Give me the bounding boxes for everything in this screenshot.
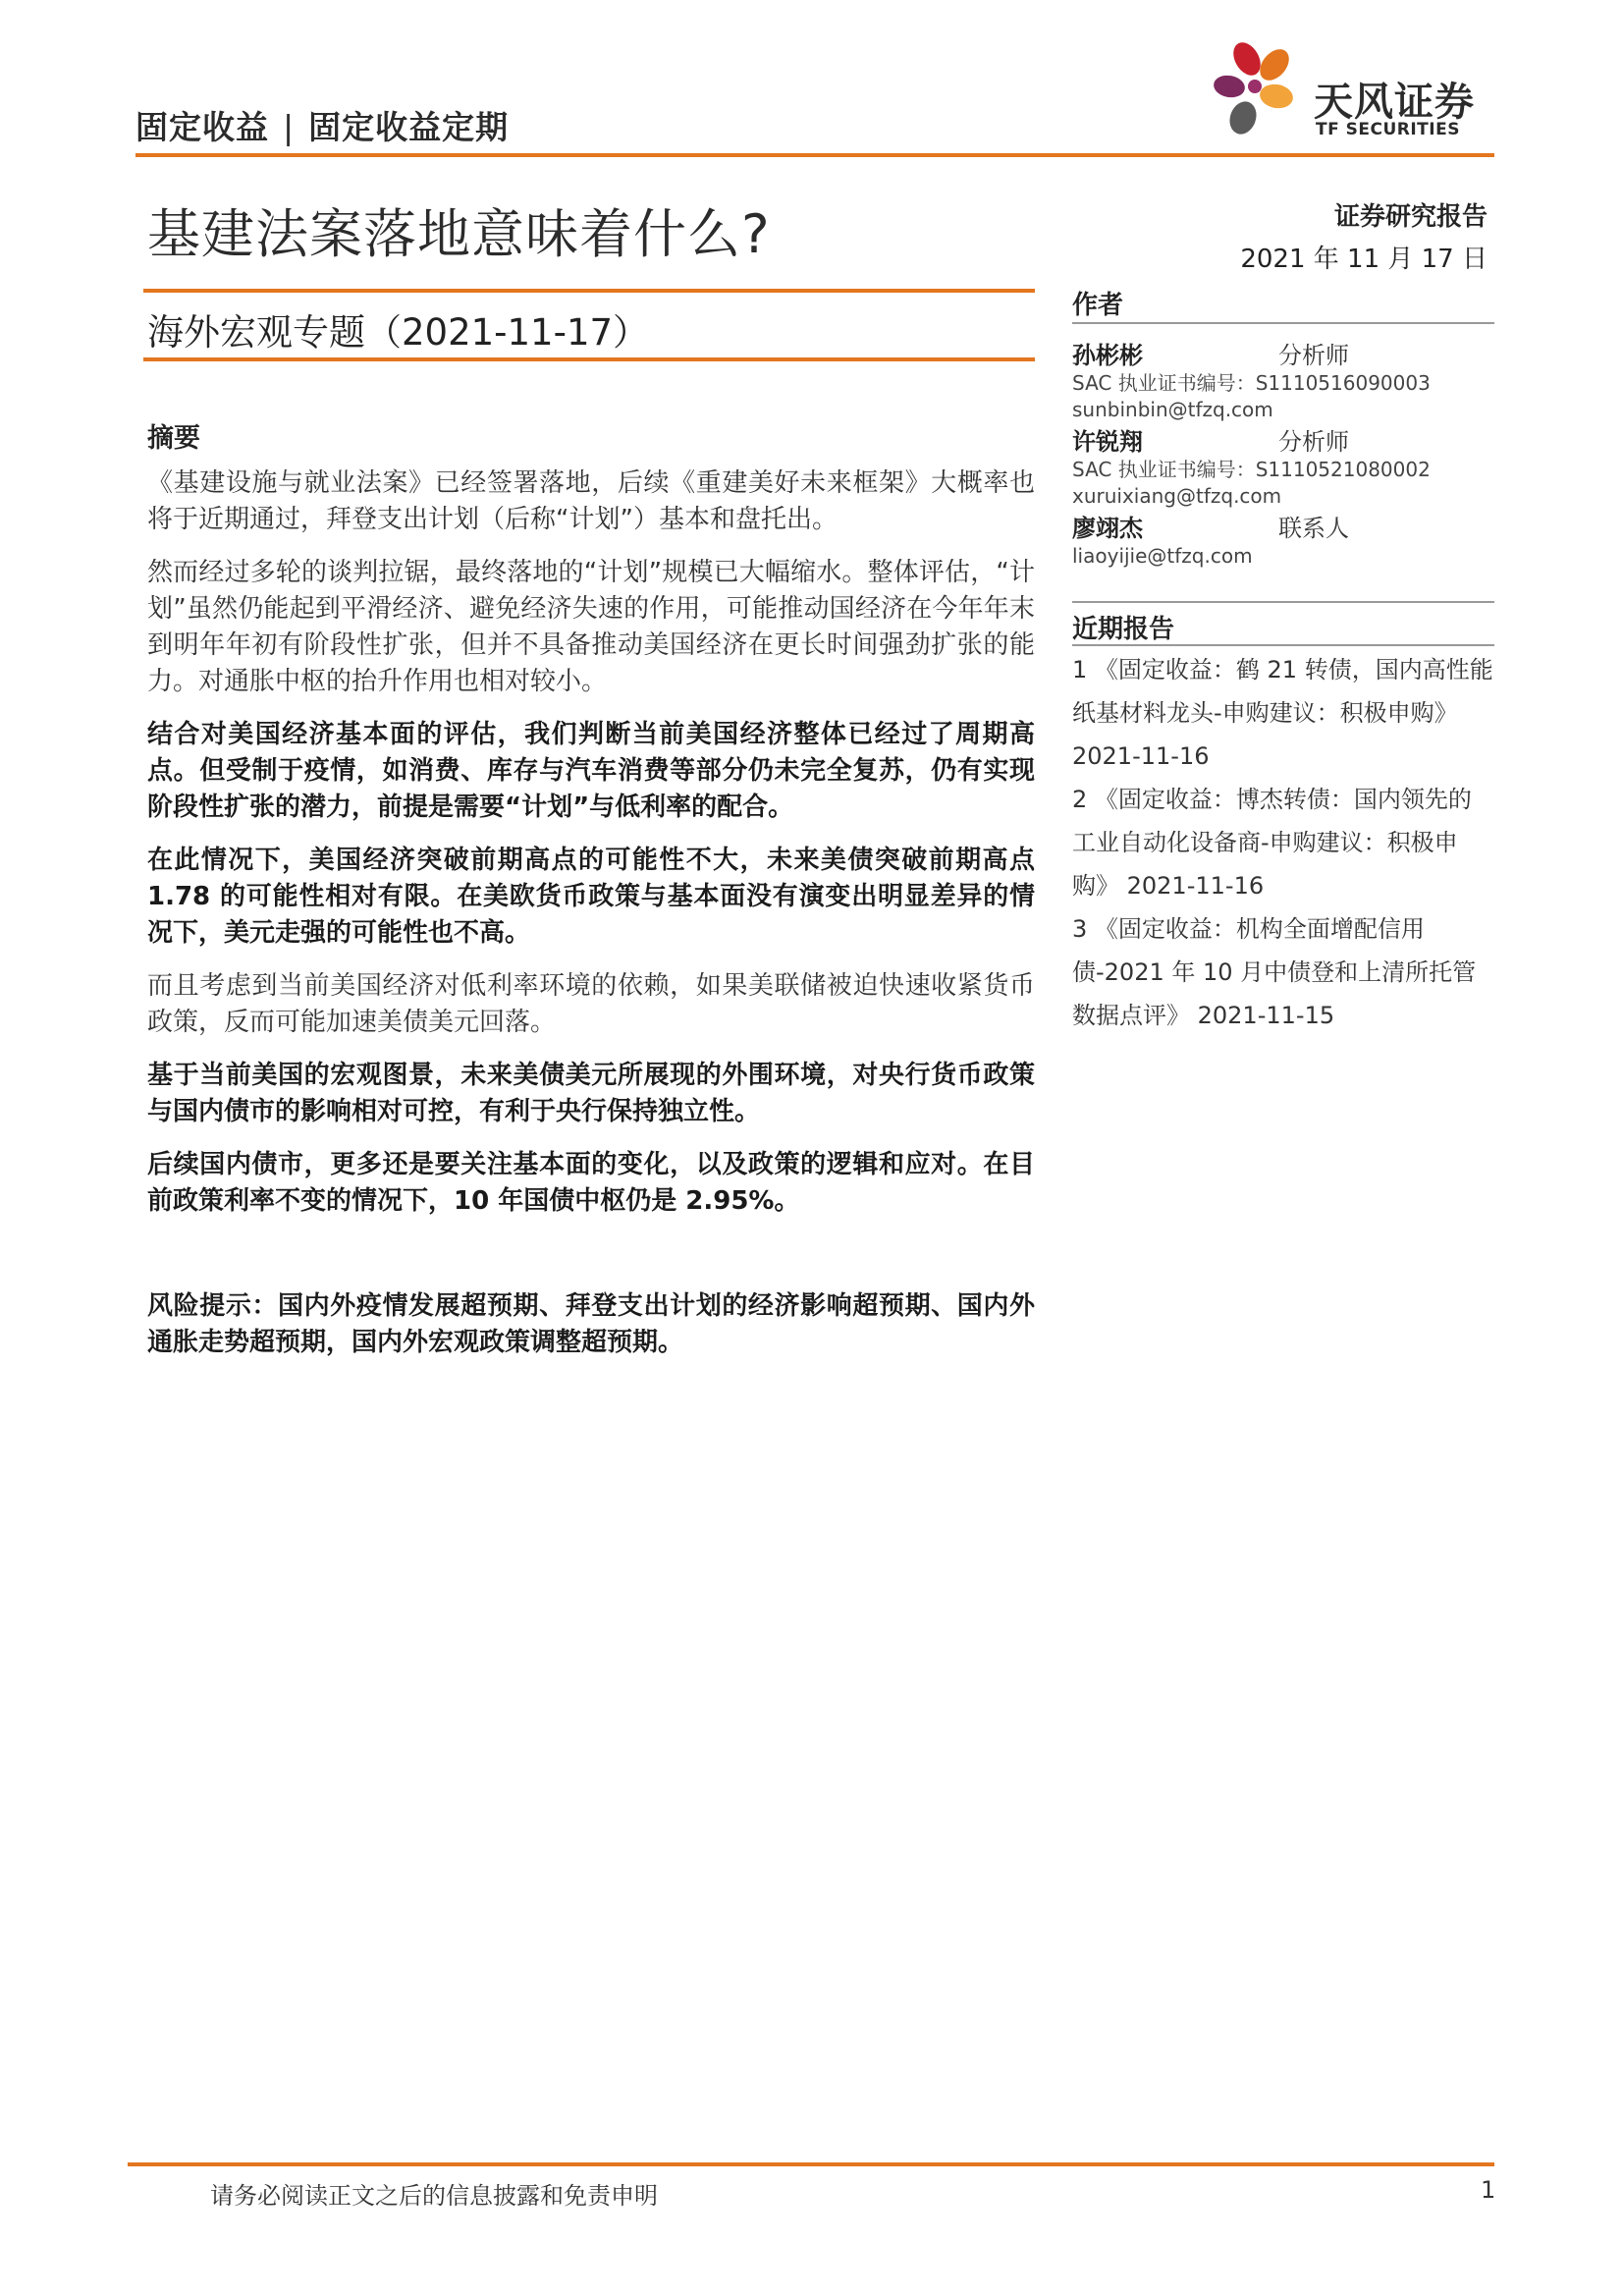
author-email[interactable]: sunbinbin@tfzq.com	[1072, 398, 1273, 421]
header-rule	[135, 153, 1494, 157]
report-subtitle: 海外宏观专题（2021-11-17）	[147, 311, 650, 354]
paragraph-2: 然而经过多轮的谈判拉锯，最终落地的“计划”规模已大幅缩水。整体评估，“计划”虽然仍能起到平滑经济、避免经济失速的作用，可能推动国经济在今年年末到明年年初有阶段性扩张，但并不具备推动美国经济在更长时间强劲扩张的能力。对通胀中枢的抬升作用也相对较小。	[147, 558, 1035, 696]
author-role: 分析师	[1278, 428, 1349, 456]
page-number: 1	[1481, 2176, 1496, 2204]
paragraph-3: 结合对美国经济基本面的评估，我们判断当前美国经济整体已经过了周期高点。但受制于疫情，如消费、库存与汽车消费等部分仍未完全复苏，仍有实现阶段性扩张的潜力，前提是需要“计划”与低利率的配合。	[147, 720, 1035, 822]
abstract-body	[147, 465, 1035, 1378]
report-title: 基建法案落地意味着什么?	[147, 203, 771, 265]
footer-rule	[128, 2162, 1494, 2166]
authors-heading: 作者	[1072, 291, 1124, 320]
recent-top-rule	[1072, 601, 1494, 603]
risk-warning: 风险提示：国内外疫情发展超预期、拜登支出计划的经济影响超预期、国内外通胀走势超预期，国内外宏观政策调整超预期。	[147, 1291, 1035, 1357]
paragraph-1: 《基建设施与就业法案》已经签署落地，后续《重建美好未来框架》大概率也将于近期通过，拜登支出计划（后称“计划”）基本和盘托出。	[147, 468, 1035, 534]
flower-logo-icon	[1208, 35, 1316, 153]
author-name: 许锐翔	[1072, 428, 1143, 456]
logo-name-en: TF SECURITIES	[1316, 120, 1460, 139]
author-name: 孙彬彬	[1072, 342, 1143, 369]
subtitle-rule	[143, 357, 1035, 361]
logo-name-cn: 天风证券	[1314, 80, 1475, 125]
author-card	[1072, 336, 1494, 423]
paragraph-5: 而且考虑到当前美国经济对低利率环境的依赖，如果美联储被迫快速收紧货币政策，反而可能加速美债美元回落。	[147, 971, 1035, 1037]
author-card	[1072, 422, 1494, 510]
recent-rule	[1072, 644, 1494, 646]
authors-rule	[1072, 322, 1494, 324]
author-cert: SAC 执业证书编号：S1110521080002	[1072, 458, 1431, 481]
author-cert: SAC 执业证书编号：S1110516090003	[1072, 371, 1431, 395]
recent-heading: 近期报告	[1072, 615, 1175, 644]
report-category	[135, 102, 509, 148]
paragraph-6: 基于当前美国的宏观图景，未来美债美元所展现的外围环境，对央行货币政策与国内债市的影响相对可控，有利于央行保持独立性。	[147, 1061, 1035, 1126]
category-separator: |	[283, 108, 296, 146]
author-name: 廖翊杰	[1072, 515, 1143, 542]
title-rule	[143, 289, 1035, 293]
abstract-heading: 摘要	[147, 423, 200, 454]
author-role: 联系人	[1278, 515, 1349, 542]
subcategory-label: 固定收益定期	[308, 108, 510, 146]
disclaimer-notice: 请务必阅读正文之后的信息披露和免责申明	[210, 2182, 658, 2210]
report-date: 2021 年 11 月 17 日	[1240, 245, 1488, 274]
author-role: 分析师	[1278, 342, 1349, 369]
recent-report-item[interactable]: 2 《固定收益：博杰转债：国内领先的工业自动化设备商-申购建议：积极申购》 2021-11-16	[1072, 786, 1472, 900]
paragraph-4: 在此情况下，美国经济突破前期高点的可能性不大，未来美债突破前期高点 1.78 的可能性相对有限。在美欧货币政策与基本面没有演变出明显差异的情况下，美元走强的可能性也不高。	[147, 846, 1035, 948]
author-card	[1072, 509, 1494, 570]
recent-report-item[interactable]: 3 《固定收益：机构全面增配信用债-2021 年 10 月中债登和上清所托管数据点评》 2021-11-15	[1072, 915, 1477, 1029]
recent-reports-list	[1072, 648, 1494, 1037]
category-label: 固定收益	[135, 108, 269, 146]
recent-report-item[interactable]: 1 《固定收益：鹤 21 转债，国内高性能纸基材料龙头-申购建议：积极申购》 2021-11-16	[1072, 656, 1493, 770]
report-type: 证券研究报告	[1333, 202, 1488, 232]
author-email[interactable]: liaoyijie@tfzq.com	[1072, 544, 1253, 568]
author-email[interactable]: xuruixiang@tfzq.com	[1072, 484, 1282, 508]
paragraph-7: 后续国内债市，更多还是要关注基本面的变化，以及政策的逻辑和应对。在目前政策利率不变的情况下，10 年国债中枢仍是 2.95%。	[147, 1150, 1035, 1216]
